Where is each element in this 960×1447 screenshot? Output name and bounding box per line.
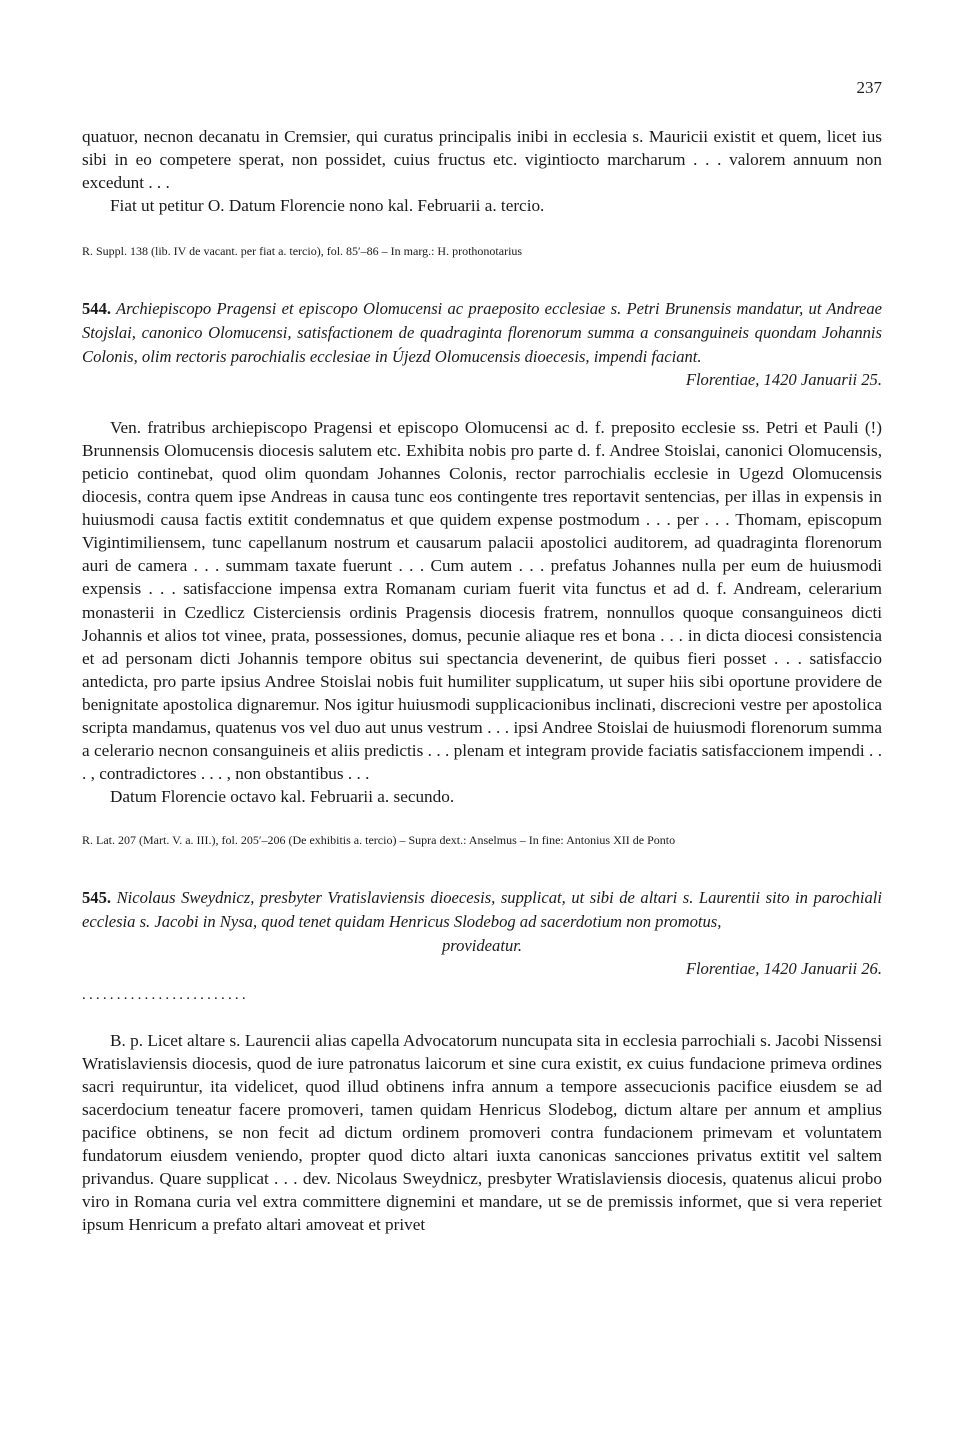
entry-544 <box>82 297 882 848</box>
entry-summary <box>82 297 882 368</box>
entry-545 <box>82 886 882 1236</box>
omission-dots: ........................ <box>82 986 249 1003</box>
entry-number: 545. <box>82 888 112 908</box>
archive-reference: R. Lat. 207 (Mart. V. a. III.), fol. 205′–206 (De exhibitis a. tercio) – Supra dext.: Anselmus – In fine: Antonius XII de Ponto <box>82 833 676 848</box>
entry-number: 544. <box>82 299 112 319</box>
page-number: 237 <box>856 78 882 97</box>
archive-reference: R. Suppl. 138 (lib. IV de vacant. per fiat a. tercio), fol. 85′–86 – In marg.: H. prothonotarius <box>82 244 523 259</box>
page-body <box>82 125 882 1237</box>
entry-text: Ven. fratribus archiepiscopo Pragensi et episcopo Olomucensi ac d. f. preposito ecclesie ss. Petri et Pauli (!) Brunnensis Olomucensis diocesis salutem etc. Exhibita nobis pro parte d. f. Andree Stoislai, canonici Olomucensis, peticio continebat, quod olim quondam Johannes Colonis, rector parrochialis ecclesie in Ugezd Olomucensis diocesis, contra quem ipse Andreas in causa tunc eos contingente tres reportavit sentencias, per illas in expensis in huiusmodi causa factis extitit condemnatus et que quidem expense postmodum . . . per . . . Thomam, episcopum Vigintimiliensem, tunc capellanum nostrum et causarum palacii apostolici auditorem, ad quadraginta florenorum auri de camera . . . summam taxate fuerunt . . . Cum autem . . . prefatus Johannes nulla per eum de huiusmodi expensis . . . satisfaccione impensa extra Romanam curiam fuerit vita functus et ad d. f. Andream, celerarium monasterii in Czedlicz Cisterciensis ordinis Pragensis diocesis fratrem, nonnullos quoque consanguineos dicti Johannis et alios tot vinee, prata, possessiones, domus, pecunie aliaque res et bona . . . in dicta diocesi consistencia et ad personam dicti Johannis tempore obitus sui spectancia devenerint, de quibus fieri posset . . . satisfaccio antedicta, pro parte ipsius Andree Stoislai nobis fuit humiliter supplicatum, ut super hiis sibi oportune providere de benignitate apostolica dignaremur. Nos igitur huiusmodi supplicacionibus inclinati, discrecioni vestre per apostolica scripta mandamus, quatenus vos vel duo aut unus vestrum . . . ipsi Andree Stoislai de huiusmodi florenorum summa a celerario necnon consanguineis et aliis predictis . . . plenam et integram provide faciatis satisfaccionem impendi . . . , contradictores . . . , non obstantibus . . . <box>82 417 882 784</box>
summary-last-line: provideatur. <box>441 935 523 955</box>
summary-text: Nicolaus Sweydnicz, presbyter Vratislaviensis dioecesis, supplicat, ut sibi de altari s. Laurentii sito in parochiali ecclesia s. Jacobi in Nysa, quod tenet quidam Henricus Slodebog ad sacerdotium non promotus, <box>82 888 882 931</box>
entry-dateline: Florentiae, 1420 Januarii 25. <box>685 370 882 390</box>
entry-summary <box>82 886 882 933</box>
entry-dateline: Florentiae, 1420 Januarii 26. <box>685 959 882 979</box>
summary-text: Archiepiscopo Pragensi et episcopo Olomucensi ac praeposito ecclesiae s. Petri Brunensis mandatur, ut Andreae Stojslai, canonico Olomucensi, satisfactionem de quadraginta florenorum summa a consanguineis quondam Johannis Colonis, olim rectoris parochialis ecclesiae in Újezd Olomucensis dioecesis, impendi faciant. <box>82 299 882 366</box>
continuation-text: quatuor, necnon decanatu in Cremsier, qui curatus principalis inibi in ecclesia s. Mauricii existit et quem, licet ius sibi in eo competere sperat, non possidet, cuius fructus etc. vigintiocto marcharum . . . valorem annuum non excedunt . . . <box>82 127 882 193</box>
datum-line: Datum Florencie octavo kal. Februarii a. secundo. <box>110 787 455 807</box>
fiat-line: Fiat ut petitur O. Datum Florencie nono kal. Februarii a. tercio. <box>110 196 545 216</box>
entry-text: B. p. Licet altare s. Laurencii alias capella Advocatorum nuncupata sita in ecclesia parrochiali s. Jacobi Nissensi Wratislaviensis diocesis, quod de iure patronatus laicorum et sine cura existit, ex cuius fundacione primeva ordines sacri requiruntur, ita videlicet, quod illud obtinens infra annum a tempore assecucionis pacifice eiusdem se ad sacerdocium teneatur facere promoveri, tamen quidam Henricus Slodebog, dictum altare per annum et amplius pacifice obtinens, se non fecit ad dictum ordinem promoveri contra fundacionem primevam et voluntatem fundatorum eiusdem veniendo, propter quod dicto altari iuxta canonicas sancciones privatus extitit vel saltem privandus. Quare supplicat . . . dev. Nicolaus Sweydnicz, presbyter Wratislaviensis diocesis, quatenus alicui probo viro in Romana curia vel extra committere dignemini et mandare, ut se de premissis informet, que si vera reperiet ipsum Henricum a prefato altari amoveat et privet <box>82 1030 882 1235</box>
